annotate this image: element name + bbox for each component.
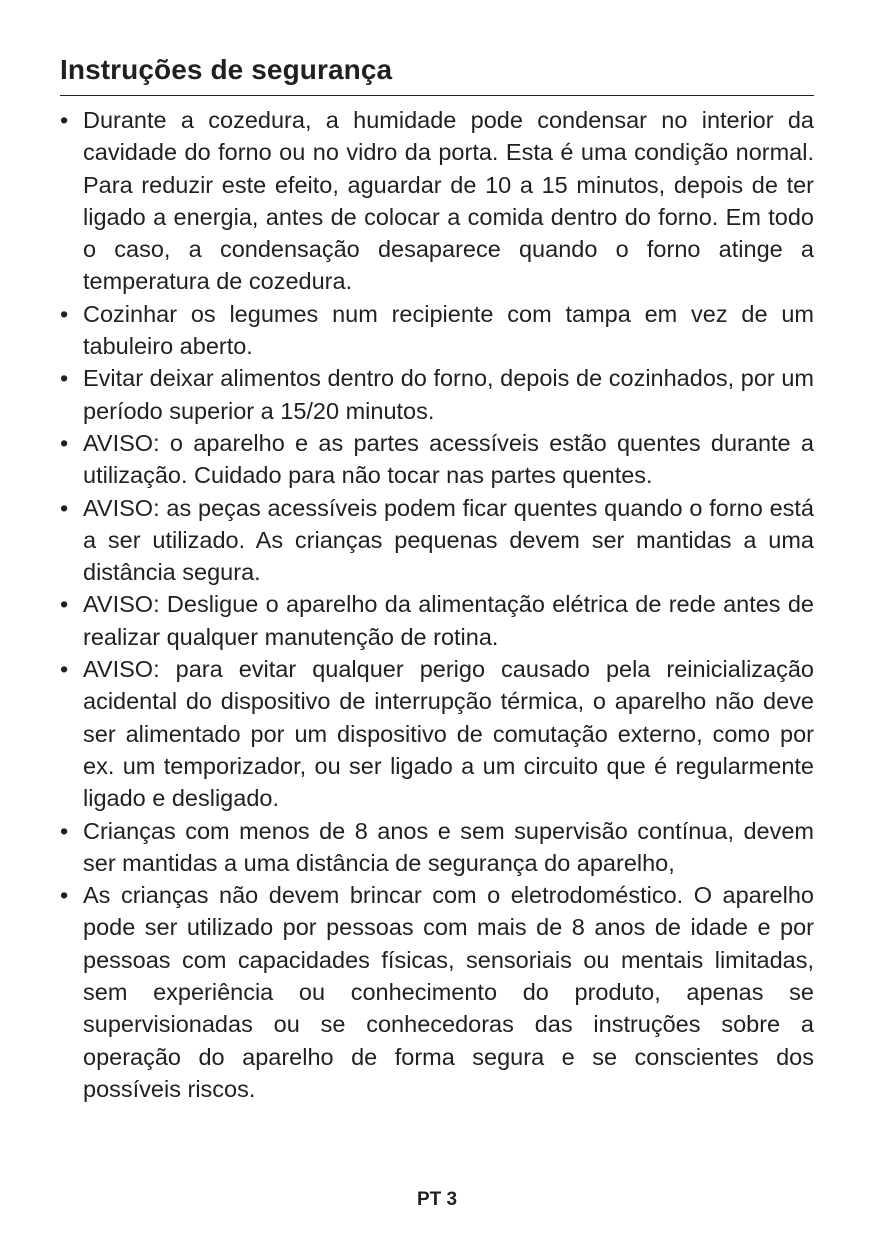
list-item-text: As crianças não devem brincar com o eletrodoméstico. O aparelho pode ser utilizado por pessoas com mais de 8 anos de idade e por pessoas com capacidades físicas, sensoriais ou mentais limitadas, sem experiência ou conhecimento do produto, apenas se supervisionadas ou se conhecedoras das instruções sobre a operação do aparelho de forma segura e se conscientes dos possíveis riscos. — [83, 882, 814, 1102]
list-item — [60, 298, 814, 363]
list-item — [60, 588, 814, 653]
bullet-icon: • — [60, 429, 69, 456]
list-item-text: AVISO: Desligue o aparelho da alimentação elétrica de rede antes de realizar qualquer manutenção de rotina. — [83, 591, 814, 650]
list-item-text: AVISO: as peças acessíveis podem ficar quentes quando o forno está a ser utilizado. As crianças pequenas devem ser mantidas a uma distância segura. — [83, 494, 814, 586]
bullet-icon: • — [60, 494, 69, 521]
title-divider — [60, 95, 814, 96]
bullet-icon: • — [60, 107, 69, 133]
list-item-text: Cozinhar os legumes num recipiente com tampa em vez de um tabuleiro aberto. — [83, 300, 814, 360]
bullet-icon: • — [60, 656, 69, 683]
list-item-text: AVISO: para evitar qualquer perigo causado pela reinicialização acidental do dispositivo de interrupção térmica, o aparelho não deve ser alimentado por um dispositivo de comutação externo, como por ex. um temporizador, ou ser ligado a um circuito que é regularmente ligado e desligado. — [83, 656, 814, 812]
bullet-icon: • — [60, 365, 69, 392]
bullet-icon: • — [60, 591, 69, 618]
page-number: PT 3 — [416, 1189, 458, 1210]
list-item-text: AVISO: o aparelho e as partes acessíveis estão quentes durante a utilização. Cuidado para não tocar nas partes quentes. — [83, 429, 814, 489]
bullet-icon: • — [60, 882, 69, 909]
list-item — [60, 492, 814, 589]
list-item — [60, 427, 814, 492]
list-item — [60, 104, 814, 298]
list-item-text: Durante a cozedura, a humidade pode condensar no interior da cavidade do forno ou no vidro da porta. Esta é uma condição normal. Para reduzir este efeito, aguardar de 10 a 15 minutos, depois de ter ligado a energia, antes de colocar a comida dentro do forno. Em todo o caso, a condensação desaparece quando o forno atinge a temperatura de cozedura. — [83, 107, 814, 295]
list-item-text: Evitar deixar alimentos dentro do forno, depois de cozinhados, por um período superior a 15/20 minutos. — [83, 365, 814, 424]
list-item — [60, 653, 814, 814]
list-item-text: Crianças com menos de 8 anos e sem supervisão contínua, devem ser mantidas a uma distância de segurança do aparelho, — [83, 817, 814, 876]
page-title: Instruções de segurança — [60, 54, 393, 85]
safety-instructions-list — [60, 104, 814, 1105]
list-item — [60, 362, 814, 427]
list-item — [60, 879, 814, 1105]
list-item — [60, 815, 814, 880]
bullet-icon: • — [60, 817, 69, 844]
bullet-icon: • — [60, 300, 69, 327]
